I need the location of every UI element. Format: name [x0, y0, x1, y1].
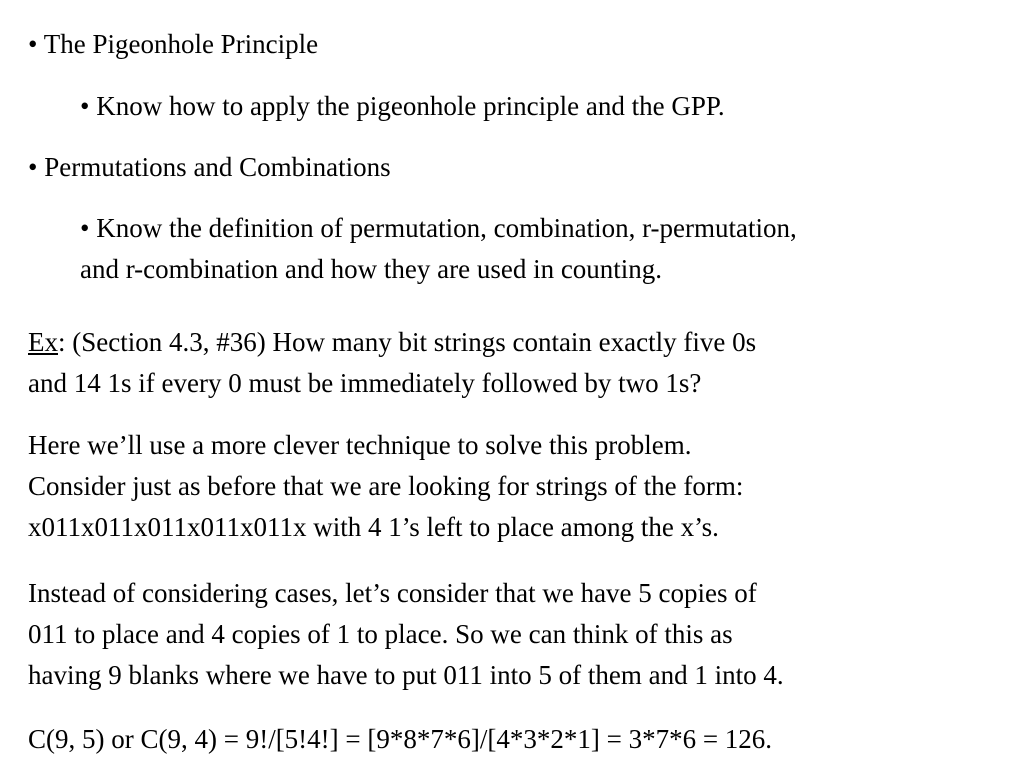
sub-bullet-definitions-line2: and r-combination and how they are used in counting. [80, 254, 663, 284]
example-line2: and 14 1s if every 0 must be immediately followed by two 1s? [28, 368, 702, 398]
answer-line: C(9, 5) or C(9, 4) = 9!/[5!4!] = [9*8*7*6]/[4*3*2*1] = 3*7*6 = 126. [28, 724, 773, 754]
paragraph1-line2: Consider just as before that we are looking for strings of the form: [28, 471, 744, 501]
paragraph2-line3: having 9 blanks where we have to put 011 into 5 of them and 1 into 4. [28, 660, 784, 690]
paragraph1-line3: x011x011x011x011x011x with 4 1’s left to place among the x’s. [28, 512, 719, 542]
example-line1-text: : (Section 4.3, #36) How many bit strings contain exactly five 0s [58, 327, 757, 357]
paragraph2-line2: 011 to place and 4 copies of 1 to place. So we can think of this as [28, 619, 733, 649]
bullet-pigeonhole-principle: • The Pigeonhole Principle [28, 29, 319, 59]
sub-bullet-definitions-line1: • Know the definition of permutation, combination, r-permutation, [80, 213, 797, 243]
example-line1 [28, 322, 756, 363]
example-label: Ex [28, 327, 58, 357]
paragraph1-line1: Here we’ll use a more clever technique to solve this problem. [28, 430, 692, 460]
paragraph2-line1: Instead of considering cases, let’s consider that we have 5 copies of [28, 578, 757, 608]
bullet-permutations-combinations: • Permutations and Combinations [28, 152, 391, 182]
sub-bullet-apply-pigeonhole: • Know how to apply the pigeonhole principle and the GPP. [80, 91, 725, 121]
